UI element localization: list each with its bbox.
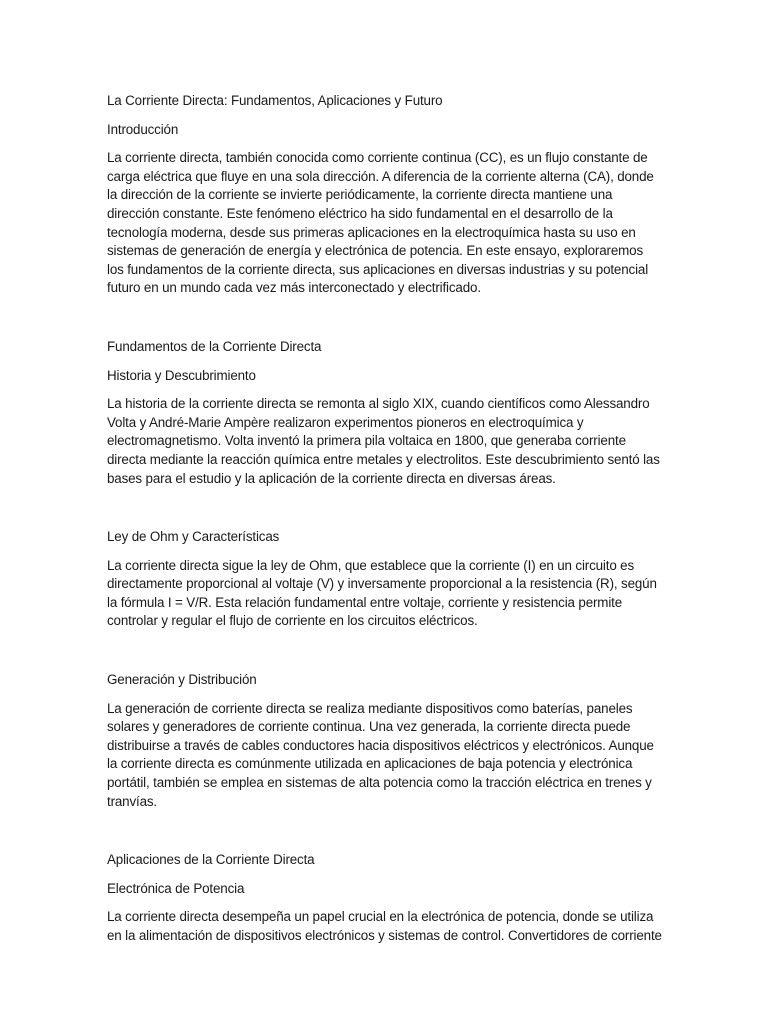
document-title: La Corriente Directa: Fundamentos, Aplicaciones y Futuro xyxy=(107,93,443,108)
section-heading-generacion: Generación y Distribución xyxy=(107,672,257,688)
section-gap xyxy=(107,308,663,338)
paragraph-ley-ohm: La corriente directa sigue la ley de Ohm, que establece que la corriente (I) en un circuito es directamente proporcional al voltaje (V) y inversamente proporcional a la resistencia (R), según la fórmula I = V/R. Esta relación fundamental entre voltaje, corriente y resistencia permite controlar y regular el flujo de corriente en los circuitos eléctricos. xyxy=(107,557,657,629)
section-heading-fundamentos: Fundamentos de la Corriente Directa xyxy=(107,338,322,354)
section-heading-introduccion: Introducción xyxy=(107,121,179,137)
subheading-historia: Historia y Descubrimiento xyxy=(107,367,256,383)
section-gap xyxy=(107,498,663,528)
paragraph-historia: La historia de la corriente directa se remonta al siglo XIX, cuando científicos como Alessandro Volta y André-Marie Ampère realizaron experimentos pioneros en electroquímica y electromagnetismo. Volta inventó la primera pila voltaica en 1800, que generaba corriente directa mediante la reacción química entre metales y electrolitos. Este descubrimiento sentó las bases para el estudio y la aplicación de la corriente directa en diversas áreas. xyxy=(107,396,660,486)
section-gap xyxy=(107,821,663,851)
document-body xyxy=(107,92,663,956)
paragraph-introduccion: La corriente directa, también conocida como corriente continua (CC), es un flujo constante de carga eléctrica que fluye en una sola dirección. A diferencia de la corriente alterna (CA), donde la dirección de la corriente se invierte periódicamente, la corriente directa mantiene una dirección constante. Este fenómeno eléctrico ha sido fundamental en el desarrollo de la tecnología moderna, desde sus primeras aplicaciones en la electroquímica hasta su uso en sistemas de generación de energía y electrónica de potencia. En este ensayo, exploraremos los fundamentos de la corriente directa, sus aplicaciones en diversas industrias y su potencial futuro en un mundo cada vez más interconectado y electrificado. xyxy=(107,150,654,296)
subheading-electronica-potencia: Electrónica de Potencia xyxy=(107,880,245,896)
paragraph-electronica-potencia: La corriente directa desempeña un papel crucial en la electrónica de potencia, donde se utiliza en la alimentación de dispositivos electrónicos y sistemas de control. Convertidores de corriente xyxy=(107,909,662,943)
paragraph-generacion: La generación de corriente directa se realiza mediante dispositivos como baterías, paneles solares y generadores de corriente continua. Una vez generada, la corriente directa puede distribuirse a través de cables conductores hacia dispositivos eléctricos y electrónicos. Aunque la corriente directa es comúnmente utilizada en aplicaciones de baja potencia y electrónica portátil, también se emplea en sistemas de alta potencia como la tracción eléctrica en trenes y tranvías. xyxy=(107,700,654,809)
section-heading-aplicaciones: Aplicaciones de la Corriente Directa xyxy=(107,852,315,868)
section-gap xyxy=(107,641,663,671)
section-heading-ley-ohm: Ley de Ohm y Características xyxy=(107,529,280,545)
